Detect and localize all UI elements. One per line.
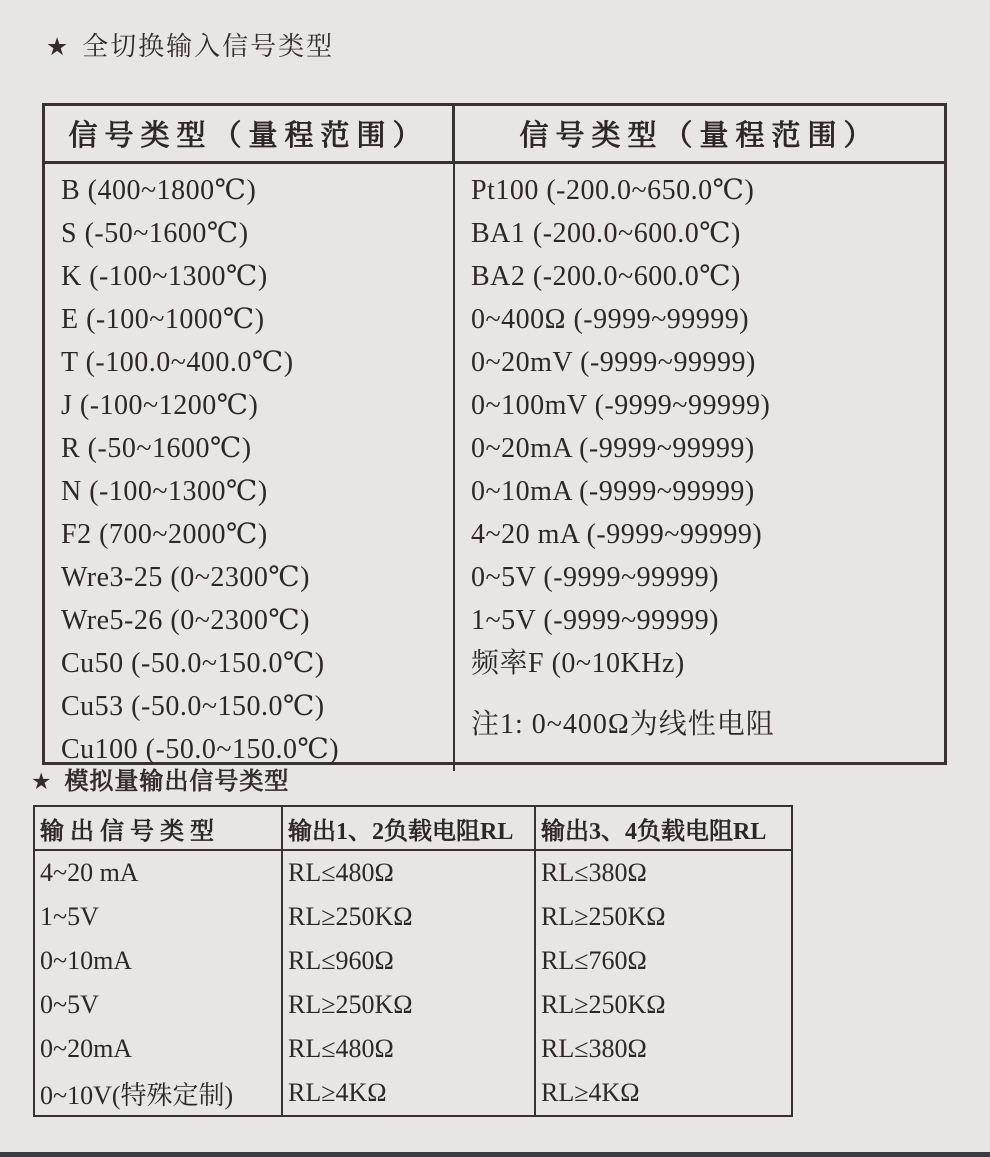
input-signal-table-header-row (45, 106, 944, 164)
signal-range-item: Wre5-26 (0~2300℃) (61, 605, 311, 636)
signal-range-item: 1~5V (-9999~99999) (471, 605, 719, 636)
output-header-signal-type: 输出信号类型 (35, 807, 283, 849)
output-table-row (35, 1071, 791, 1115)
star-icon: ★ (46, 34, 71, 61)
signal-range-item: 0~5V (-9999~99999) (471, 562, 719, 593)
input-signal-title-text: 全切换输入信号类型 (82, 31, 335, 61)
output-signal-table (33, 805, 793, 1117)
table-note: 注1: 0~400Ω为线性电阻 (471, 709, 775, 740)
input-signal-left-column (45, 164, 455, 771)
signal-range-item: N (-100~1300℃) (61, 476, 268, 507)
output-table-cell: 1~5V (35, 895, 283, 939)
output-table-row (35, 895, 791, 939)
output-table-cell: 0~5V (35, 983, 283, 1027)
output-signal-title-text: 模拟量输出信号类型 (64, 768, 290, 795)
signal-range-item: 4~20 mA (-9999~99999) (471, 519, 763, 550)
output-table-cell: 0~20mA (35, 1027, 283, 1071)
output-table-cell: RL≥4KΩ (541, 1078, 640, 1107)
output-table-cell: RL≤380Ω (541, 1034, 647, 1063)
signal-range-item: Pt100 (-200.0~650.0℃) (471, 175, 755, 206)
output-table-row (35, 1027, 791, 1071)
input-header-right: 信号类型（量程范围） (519, 120, 880, 152)
output-table-cell: 0~10mA (35, 939, 283, 983)
signal-range-item: 0~10mA (-9999~99999) (471, 476, 755, 507)
output-table-body (35, 851, 791, 1115)
input-signal-right-list (471, 169, 944, 685)
signal-range-item: 0~20mA (-9999~99999) (471, 433, 755, 464)
signal-range-item: BA2 (-200.0~600.0℃) (471, 261, 741, 292)
signal-range-item: E (-100~1000℃) (61, 304, 265, 335)
signal-range-item: Cu100 (-50.0~150.0℃) (61, 734, 340, 765)
input-signal-table-body (45, 164, 944, 771)
output-header-load-34: 输出3、4负载电阻RL (541, 818, 767, 845)
output-table-cell: 4~20 mA (35, 851, 283, 895)
signal-range-item: 0~20mV (-9999~99999) (471, 347, 756, 378)
output-table-row (35, 939, 791, 983)
input-signal-section-title (46, 26, 334, 63)
signal-range-item: Cu53 (-50.0~150.0℃) (61, 691, 325, 722)
output-signal-section-title (31, 761, 289, 796)
signal-range-item: J (-100~1200℃) (61, 390, 259, 421)
output-table-row (35, 983, 791, 1027)
output-table-cell: RL≥250KΩ (283, 895, 536, 939)
signal-range-item: Cu50 (-50.0~150.0℃) (61, 648, 325, 679)
signal-range-item: R (-50~1600℃) (61, 433, 252, 464)
output-table-cell: RL≤380Ω (541, 858, 647, 887)
signal-range-item: F2 (700~2000℃) (61, 519, 268, 550)
signal-range-item: K (-100~1300℃) (61, 261, 268, 292)
output-table-cell: RL≤480Ω (283, 1027, 536, 1071)
signal-range-item: T (-100.0~400.0℃) (61, 347, 294, 378)
output-table-cell: 0~10V(特殊定制) (35, 1071, 283, 1115)
signal-range-item: 频率F (0~10KHz) (471, 648, 685, 679)
input-signal-right-column (455, 164, 944, 771)
output-table-cell: RL≥250KΩ (541, 990, 666, 1019)
signal-range-item: 0~400Ω (-9999~99999) (471, 304, 750, 335)
signal-range-item: S (-50~1600℃) (61, 218, 249, 249)
output-table-row (35, 851, 791, 895)
output-table-cell: RL≥4KΩ (283, 1071, 536, 1115)
input-signal-table (42, 103, 947, 765)
signal-range-item: B (400~1800℃) (61, 175, 257, 206)
output-table-cell: RL≤760Ω (541, 946, 647, 975)
signal-range-item: 0~100mV (-9999~99999) (471, 390, 771, 421)
output-header-load-12: 输出1、2负载电阻RL (283, 807, 536, 849)
signal-range-item: Wre3-25 (0~2300℃) (61, 562, 311, 593)
output-table-cell: RL≥250KΩ (283, 983, 536, 1027)
output-table-cell: RL≤480Ω (283, 851, 536, 895)
page-bottom-rule (0, 1152, 990, 1157)
output-table-cell: RL≥250KΩ (541, 902, 666, 931)
output-table-cell: RL≤960Ω (283, 939, 536, 983)
output-table-header-row (35, 807, 791, 851)
signal-range-item: BA1 (-200.0~600.0℃) (471, 218, 741, 249)
star-icon: ★ (31, 768, 53, 794)
input-header-left: 信号类型（量程范围） (45, 106, 455, 161)
